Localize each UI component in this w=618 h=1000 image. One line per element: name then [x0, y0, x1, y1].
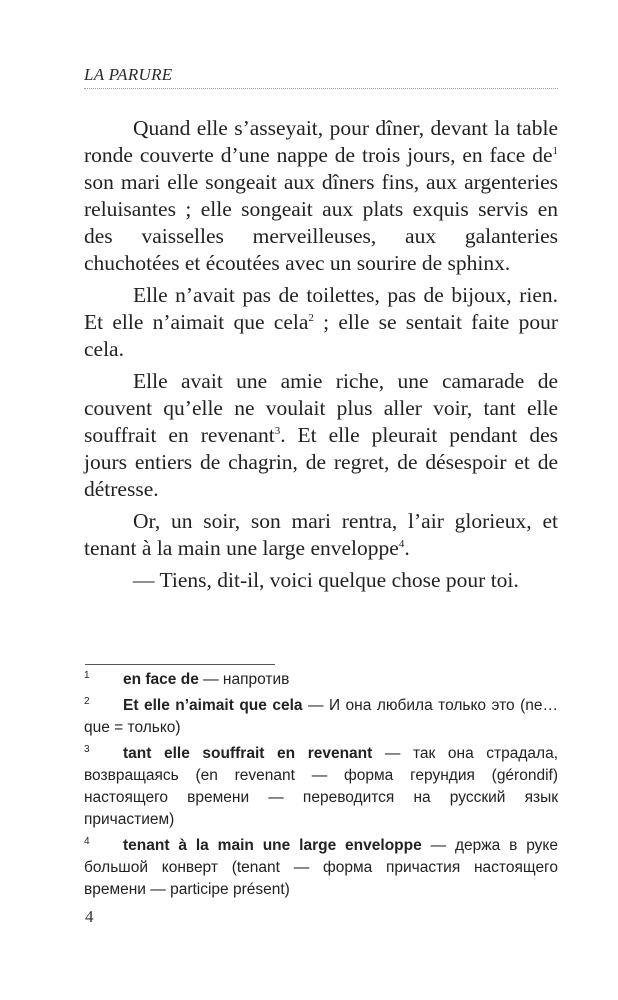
- paragraph-text: Elle avait une amie riche, une camarade de couvent qu’elle ne voulait plus aller voir, tant elle souffrait en revenant: [84, 369, 558, 447]
- paragraph: [84, 567, 558, 594]
- page-number: 4: [85, 907, 94, 926]
- footnote: 1 en face de — напротив: [84, 670, 290, 688]
- footnotes: [84, 669, 558, 905]
- paragraph: [84, 508, 558, 562]
- paragraph: [84, 282, 558, 363]
- footnote-term: Et elle n’aimait que cela: [123, 697, 303, 714]
- paragraph: [84, 115, 558, 277]
- running-head: LA PARURE: [84, 65, 173, 84]
- footnote: 4 tenant à la main une large enveloppe — держа в руке большой конверт (tenant — форма причастия настоящего времени — participe présent): [84, 836, 559, 898]
- footnote-translation: — И она любила только это (ne… que = только): [84, 697, 559, 736]
- footnote: 3 tant elle souffrait en revenant — так она страдала, возвращаясь (en revenant — форма герундия (gérondif) настоящего времени — переводится на русский язык причастием): [84, 744, 558, 828]
- footnote-ref[interactable]: 1: [552, 145, 558, 157]
- footnote-translation: — так она страдала, возвращаясь (en revenant — форма герундия (gérondif) настоящего времени — переводится на русский язык причастием): [84, 745, 558, 828]
- paragraph-text: son mari elle songeait aux dîners fins, aux argenteries reluisantes ; elle songeait aux plats exquis servis en des vaisselles merveilleuses, aux galanteries chuchotées et écoutées avec un sourire de sphinx.: [84, 170, 558, 275]
- paragraph-text: .: [404, 536, 410, 560]
- paragraph: [84, 368, 558, 503]
- footnote: 2 Et elle n’aimait que cela — И она любила только это (ne… que = только): [84, 696, 559, 736]
- paragraph-text: Elle n’avait pas de toilettes, pas de bijoux, rien. Et elle n’aimait que cela: [84, 283, 558, 334]
- footnote-translation: — держа в руке большой конверт (tenant — форма причастия настоящего времени — participe présent): [84, 837, 559, 898]
- paragraph-text: Quand elle s’asseyait, pour dîner, devant la table ronde couverte d’une nappe de trois jours, en face de: [84, 116, 558, 167]
- footnote-ref[interactable]: 3: [274, 425, 281, 437]
- paragraph-text: — Tiens, dit-il, voici quelque chose pour toi.: [133, 568, 519, 592]
- running-head-rule: [84, 88, 558, 89]
- body-text: [84, 115, 558, 599]
- paragraph-text: ; elle se sentait faite pour cela.: [84, 310, 559, 361]
- paragraph-text: Or, un soir, son mari rentra, l’air glorieux, et tenant à la main une large enveloppe: [84, 509, 558, 560]
- footnote-term: tant elle souffrait en revenant: [123, 745, 373, 762]
- footnote-ref[interactable]: 4: [398, 538, 405, 550]
- footnote-ref[interactable]: 2: [308, 312, 314, 324]
- footnote-term: tenant à la main une large enveloppe: [123, 837, 422, 854]
- paragraph-text: . Et elle pleurait pendant des jours entiers de chagrin, de regret, de désespoir et de détresse.: [84, 423, 558, 501]
- footnote-separator: [85, 664, 275, 665]
- book-page: [84, 0, 558, 1000]
- footnote-translation: — напротив: [198, 671, 290, 688]
- footnote-term: en face de: [123, 671, 199, 688]
